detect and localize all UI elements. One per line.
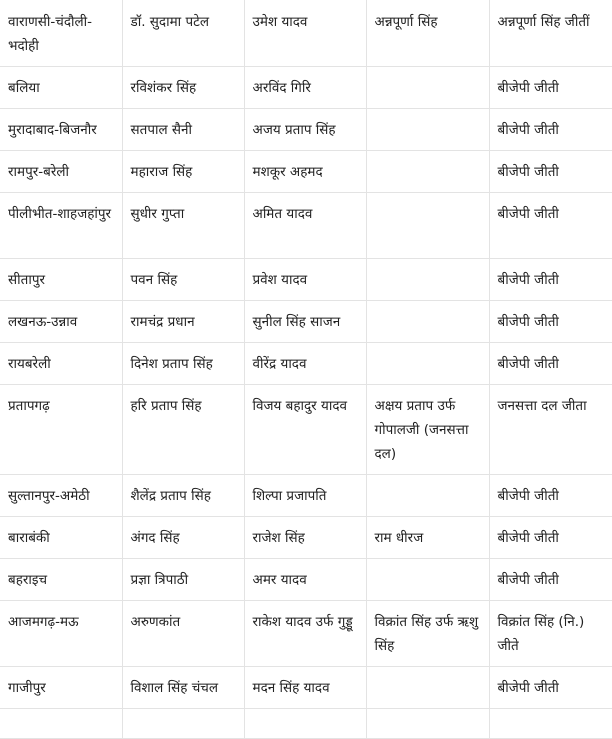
table-row (0, 667, 612, 709)
other-candidate-cell (366, 475, 489, 517)
constituency-cell: पीलीभीत-शाहजहांपुर (0, 193, 122, 259)
table-row (0, 475, 612, 517)
table-row (0, 343, 612, 385)
constituency-cell: रामपुर-बरेली (0, 151, 122, 193)
result-cell: बीजेपी जीती (489, 475, 612, 517)
sp-candidate-cell: अरविंद गिरि (244, 67, 366, 109)
other-candidate-cell (366, 559, 489, 601)
other-candidate-cell (366, 193, 489, 259)
result-cell: बीजेपी जीती (489, 67, 612, 109)
constituency-cell: बहराइच (0, 559, 122, 601)
other-candidate-cell (366, 709, 489, 739)
sp-candidate-cell: मदन सिंह यादव (244, 667, 366, 709)
other-candidate-cell: अक्षय प्रताप उर्फ गोपालजी (जनसत्ता दल) (366, 385, 489, 475)
bjp-candidate-cell: डॉ. सुदामा पटेल (122, 0, 244, 67)
constituency-cell: सीतापुर (0, 259, 122, 301)
table-row (0, 709, 612, 739)
table-row (0, 151, 612, 193)
result-cell: बीजेपी जीती (489, 151, 612, 193)
other-candidate-cell (366, 109, 489, 151)
table-row (0, 601, 612, 667)
table-row (0, 559, 612, 601)
bjp-candidate-cell: महाराज सिंह (122, 151, 244, 193)
sp-candidate-cell: उमेश यादव (244, 0, 366, 67)
constituency-cell: प्रतापगढ़ (0, 385, 122, 475)
bjp-candidate-cell: रविशंकर सिंह (122, 67, 244, 109)
table-row (0, 259, 612, 301)
result-cell: बीजेपी जीती (489, 343, 612, 385)
other-candidate-cell (366, 259, 489, 301)
bjp-candidate-cell: रामचंद्र प्रधान (122, 301, 244, 343)
other-candidate-cell (366, 667, 489, 709)
sp-candidate-cell: अजय प्रताप सिंह (244, 109, 366, 151)
sp-candidate-cell: राजेश सिंह (244, 517, 366, 559)
sp-candidate-cell: अमित यादव (244, 193, 366, 259)
result-cell: बीजेपी जीती (489, 259, 612, 301)
bjp-candidate-cell: सतपाल सैनी (122, 109, 244, 151)
sp-candidate-cell (244, 709, 366, 739)
constituency-cell: बाराबंकी (0, 517, 122, 559)
bjp-candidate-cell: शैलेंद्र प्रताप सिंह (122, 475, 244, 517)
constituency-cell: वाराणसी-चंदौली-भदोही (0, 0, 122, 67)
result-cell (489, 709, 612, 739)
table-row (0, 67, 612, 109)
constituency-cell (0, 709, 122, 739)
table-row (0, 0, 612, 67)
bjp-candidate-cell: प्रज्ञा त्रिपाठी (122, 559, 244, 601)
sp-candidate-cell: सुनील सिंह साजन (244, 301, 366, 343)
bjp-candidate-cell: हरि प्रताप सिंह (122, 385, 244, 475)
bjp-candidate-cell: पवन सिंह (122, 259, 244, 301)
table-row (0, 109, 612, 151)
bjp-candidate-cell: विशाल सिंह चंचल (122, 667, 244, 709)
table-row (0, 385, 612, 475)
table-row (0, 301, 612, 343)
constituency-cell: सुल्तानपुर-अमेठी (0, 475, 122, 517)
other-candidate-cell (366, 343, 489, 385)
result-cell: जनसत्ता दल जीता (489, 385, 612, 475)
sp-candidate-cell: विजय बहादुर यादव (244, 385, 366, 475)
constituency-cell: रायबरेली (0, 343, 122, 385)
result-cell: विक्रांत सिंह (नि.) जीते (489, 601, 612, 667)
other-candidate-cell: विक्रांत सिंह उर्फ ऋशु सिंह (366, 601, 489, 667)
bjp-candidate-cell: अंगद सिंह (122, 517, 244, 559)
sp-candidate-cell: मशकूर अहमद (244, 151, 366, 193)
other-candidate-cell (366, 67, 489, 109)
bjp-candidate-cell: अरुणकांत (122, 601, 244, 667)
bjp-candidate-cell: सुधीर गुप्ता (122, 193, 244, 259)
table-row (0, 517, 612, 559)
sp-candidate-cell: वीरेंद्र यादव (244, 343, 366, 385)
result-cell: बीजेपी जीती (489, 301, 612, 343)
sp-candidate-cell: शिल्पा प्रजापति (244, 475, 366, 517)
constituency-cell: मुरादाबाद-बिजनौर (0, 109, 122, 151)
sp-candidate-cell: प्रवेश यादव (244, 259, 366, 301)
other-candidate-cell: राम धीरज (366, 517, 489, 559)
other-candidate-cell (366, 151, 489, 193)
sp-candidate-cell: राकेश यादव उर्फ गुड्डू (244, 601, 366, 667)
result-cell: बीजेपी जीती (489, 109, 612, 151)
sp-candidate-cell: अमर यादव (244, 559, 366, 601)
bjp-candidate-cell: दिनेश प्रताप सिंह (122, 343, 244, 385)
result-cell: बीजेपी जीती (489, 193, 612, 259)
other-candidate-cell (366, 301, 489, 343)
constituency-cell: लखनऊ-उन्नाव (0, 301, 122, 343)
constituency-cell: बलिया (0, 67, 122, 109)
constituency-cell: गाजीपुर (0, 667, 122, 709)
other-candidate-cell: अन्नपूर्णा सिंह (366, 0, 489, 67)
result-cell: अन्नपूर्णा सिंह जीतीं (489, 0, 612, 67)
result-cell: बीजेपी जीती (489, 559, 612, 601)
constituency-cell: आजमगढ़-मऊ (0, 601, 122, 667)
table-row (0, 193, 612, 259)
result-cell: बीजेपी जीती (489, 667, 612, 709)
bjp-candidate-cell (122, 709, 244, 739)
result-cell: बीजेपी जीती (489, 517, 612, 559)
